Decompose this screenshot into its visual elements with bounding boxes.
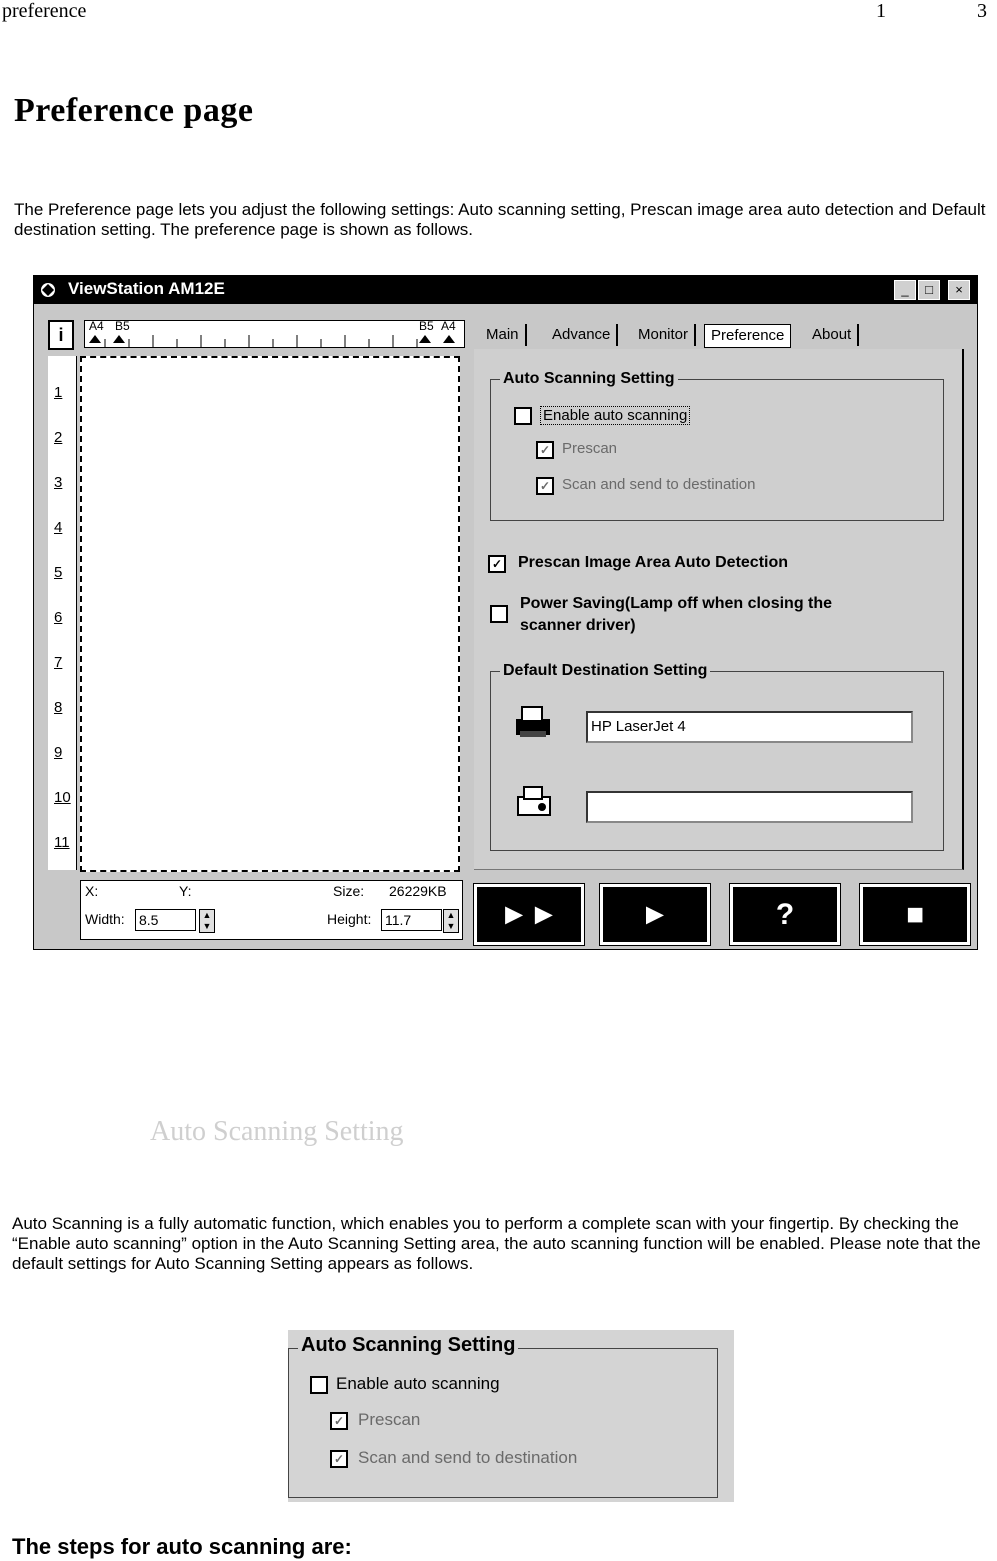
scan-and-send-label: Scan and send to destination xyxy=(562,476,756,493)
prescan-label: Prescan xyxy=(562,440,618,457)
info-button[interactable]: i xyxy=(48,320,74,350)
scan-button[interactable]: ►► xyxy=(474,884,584,945)
y-coord-label: Y: xyxy=(179,883,192,899)
x-coord-label: X: xyxy=(85,883,99,899)
ruler-mark-a4-left: A4 xyxy=(89,319,104,333)
title-bar xyxy=(34,276,977,304)
header-page-number: 3 xyxy=(977,0,987,22)
prescan-button[interactable]: ► xyxy=(600,884,710,945)
auto-scanning-paragraph: Auto Scanning is a fully automatic function, which enables you to perform a complete scan with your fingertip. By checking the “Enable auto scanning” option in the Auto Scanning Setting area, the auto scanning function will be enabled. Please note that the default settings for Auto Scanning Setting appears as follows. xyxy=(12,1214,981,1273)
maximize-button[interactable]: □ xyxy=(918,280,940,300)
section-heading: Auto Scanning Setting xyxy=(150,1116,404,1147)
app-icon xyxy=(39,281,57,299)
width-label: Width: xyxy=(85,911,125,927)
vruler-mark: 1 xyxy=(54,384,63,401)
ruler-ticks xyxy=(85,321,464,347)
horizontal-ruler[interactable] xyxy=(84,320,465,348)
vruler-mark: 10 xyxy=(54,789,71,806)
destination-group-title: Default Destination Setting xyxy=(500,662,710,680)
intro-paragraph: The Preference page lets you adjust the following settings: Auto scanning setting, Prescan image area auto detection and Default destination setting. The preference page is shown as follows. xyxy=(14,200,986,239)
auto-scanning-group-title: Auto Scanning Setting xyxy=(500,370,678,388)
tab-monitor[interactable]: Monitor xyxy=(632,324,696,346)
printer-icon[interactable] xyxy=(512,701,556,741)
figure-group-title: Auto Scanning Setting xyxy=(298,1334,518,1357)
vruler-mark: 2 xyxy=(54,429,63,446)
vruler-mark: 8 xyxy=(54,699,63,716)
header-doc-name: preference xyxy=(2,0,87,22)
auto-scanning-group xyxy=(490,379,944,521)
scan-and-send-checkbox[interactable]: ✓ xyxy=(536,477,554,495)
minimize-button[interactable]: _ xyxy=(894,280,916,300)
vruler-mark: 6 xyxy=(54,609,63,626)
prescan-auto-detection-checkbox[interactable]: ✓ xyxy=(488,555,506,573)
header-chapter-number: 1 xyxy=(876,0,886,22)
stop-button[interactable]: ■ xyxy=(860,884,970,945)
destination-1-field[interactable]: HP LaserJet 4 xyxy=(586,711,913,743)
height-label: Height: xyxy=(327,911,372,927)
tab-about[interactable]: About xyxy=(806,324,859,346)
destination-2-field[interactable] xyxy=(586,791,913,823)
ruler-mark-b5-right: B5 xyxy=(419,319,434,333)
steps-heading: The steps for auto scanning are: xyxy=(12,1534,352,1559)
app-window xyxy=(33,275,978,950)
figure-enable-label: Enable auto scanning xyxy=(336,1374,500,1393)
vertical-ruler[interactable] xyxy=(48,356,77,870)
vruler-mark: 7 xyxy=(54,654,63,671)
ruler-mark-a4-right: A4 xyxy=(441,319,456,333)
destination-group xyxy=(490,671,944,851)
width-input[interactable]: 8.5 xyxy=(135,909,196,931)
auto-scanning-figure xyxy=(288,1330,734,1502)
help-button[interactable]: ? xyxy=(730,884,840,945)
figure-enable-checkbox xyxy=(310,1376,328,1394)
power-saving-label-line1: Power Saving(Lamp off when closing the xyxy=(520,595,833,612)
figure-prescan-checkbox: ✓ xyxy=(330,1412,348,1430)
tab-advance[interactable]: Advance xyxy=(546,324,618,346)
figure-send-checkbox: ✓ xyxy=(330,1450,348,1468)
tab-main[interactable]: Main xyxy=(480,324,527,346)
preference-panel xyxy=(474,349,964,870)
power-saving-label-line2: scanner driver) xyxy=(520,617,636,634)
enable-auto-scanning-checkbox[interactable] xyxy=(514,407,532,425)
preview-area[interactable] xyxy=(80,356,460,872)
vruler-mark: 11 xyxy=(54,834,70,851)
vruler-mark: 5 xyxy=(54,564,63,581)
status-panel xyxy=(80,880,463,940)
vruler-mark: 3 xyxy=(54,474,63,491)
width-spinner[interactable]: ▲ ▼ xyxy=(199,909,215,933)
height-spinner[interactable]: ▲ ▼ xyxy=(443,909,459,933)
prescan-auto-detection-label: Prescan Image Area Auto Detection xyxy=(518,554,789,571)
size-value: 26229KB xyxy=(389,883,447,899)
power-saving-checkbox[interactable] xyxy=(490,605,508,623)
prescan-checkbox[interactable]: ✓ xyxy=(536,441,554,459)
enable-auto-scanning-label[interactable]: Enable auto scanning xyxy=(540,406,690,425)
figure-group-frame xyxy=(288,1348,718,1498)
close-button[interactable]: × xyxy=(948,280,970,300)
size-label: Size: xyxy=(333,883,365,899)
ruler-mark-b5-left: B5 xyxy=(115,319,130,333)
fax-icon[interactable] xyxy=(512,781,556,821)
height-input[interactable]: 11.7 xyxy=(381,909,442,931)
tab-preference[interactable]: Preference xyxy=(704,324,791,348)
window-title: ViewStation AM12E xyxy=(68,279,225,298)
vruler-mark: 4 xyxy=(54,519,63,536)
figure-prescan-label: Prescan xyxy=(358,1410,421,1429)
page-title: Preference page xyxy=(14,92,254,129)
vruler-mark: 9 xyxy=(54,744,63,761)
figure-send-label: Scan and send to destination xyxy=(358,1448,578,1467)
